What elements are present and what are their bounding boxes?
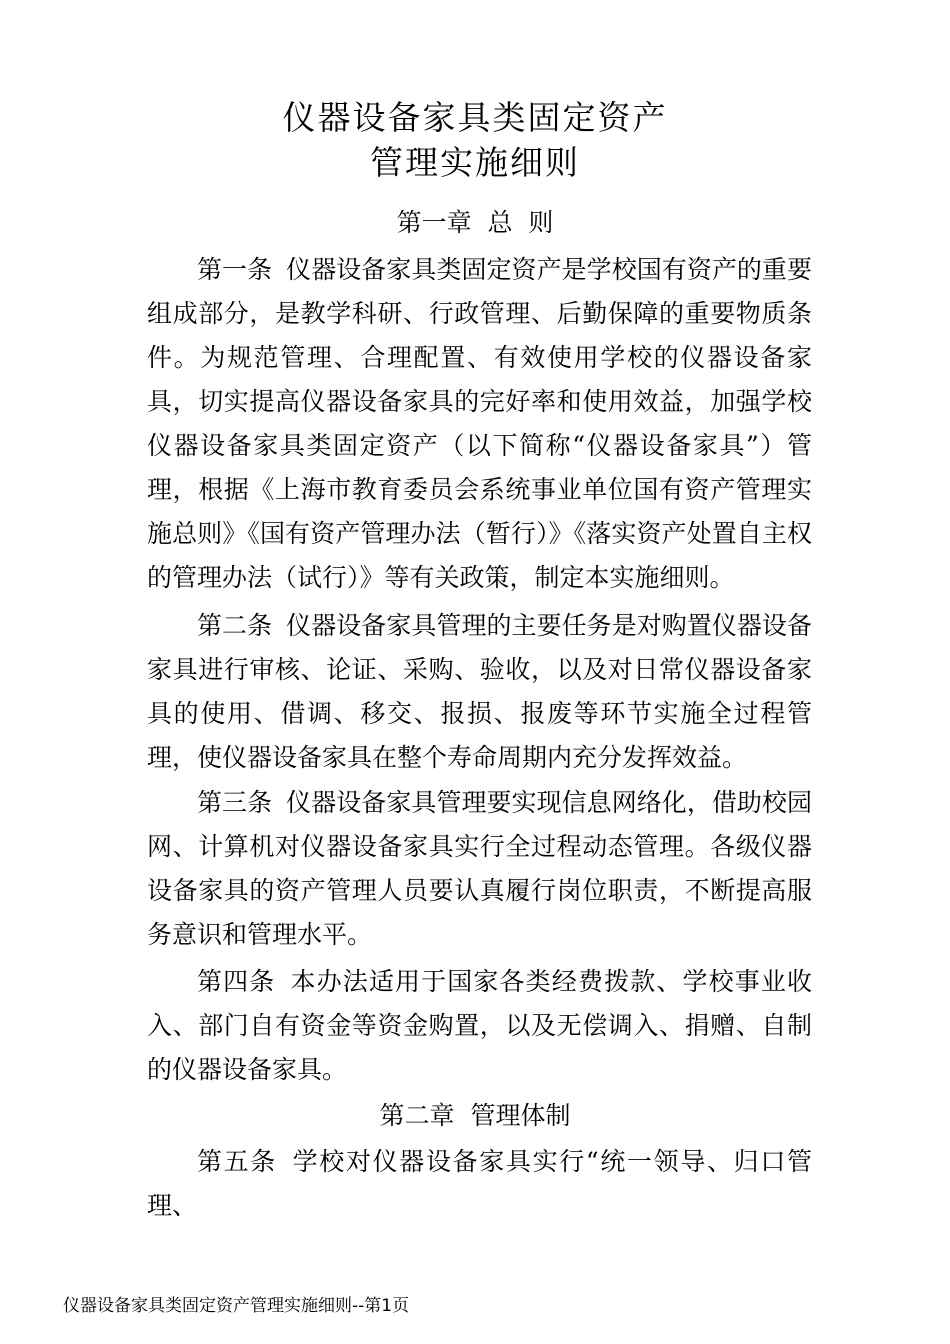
article-5 [147,1140,812,1228]
article-4-label: 第四条 [197,967,276,996]
article-5-label: 第五条 [197,1147,277,1176]
chapter-heading-1: 第一章 总 则 [396,208,554,237]
document-title-line1: 仪器设备家具类固定资产 [282,98,668,137]
chapter-heading-2: 第二章 管理体制 [379,1101,571,1130]
article-2 [147,604,812,780]
article-5-text: 学校对仪器设备家具实行“统一领导、归口管理、 [147,1147,812,1220]
article-2-label: 第二条 [197,611,273,640]
page-footer: 仪器设备家具类固定资产管理实施细则--第1页 [63,1296,410,1316]
article-4-text: 本办法适用于国家各类经费拨款、学校事业收入、部门自有资金等资金购置，以及无偿调入、捐赠、自制的仪器设备家具。 [147,967,812,1084]
article-3 [147,781,812,957]
article-1-label: 第一条 [197,255,273,284]
article-1-text: 仪器设备家具类固定资产是学校国有资产的重要组成部分，是教学科研、行政管理、后勤保障的重要物质条件。为规范管理、合理配置、有效使用学校的仪器设备家具，切实提高仪器设备家具的完好率和使用效益，加强学校仪器设备家具类固定资产（以下简称“仪器设备家具”）管理，根据《上海市教育委员会系统事业单位国有资产管理实施总则》《国有资产管理办法（暂行）》《落实资产处置自主权的管理办法（试行）》等有关政策，制定本实施细则。 [147,255,812,592]
article-2-text: 仪器设备家具管理的主要任务是对购置仪器设备家具进行审核、论证、采购、验收，以及对日常仪器设备家具的使用、借调、移交、报损、报废等环节实施全过程管理，使仪器设备家具在整个寿命周期内充分发挥效益。 [147,611,812,772]
article-3-label: 第三条 [197,788,273,817]
article-4 [147,960,812,1092]
document-title-line2: 管理实施细则 [370,143,580,182]
article-3-text: 仪器设备家具管理要实现信息网络化，借助校园网、计算机对仪器设备家具实行全过程动态管理。各级仪器设备家具的资产管理人员要认真履行岗位职责，不断提高服务意识和管理水平。 [147,788,812,949]
article-1 [147,248,812,600]
